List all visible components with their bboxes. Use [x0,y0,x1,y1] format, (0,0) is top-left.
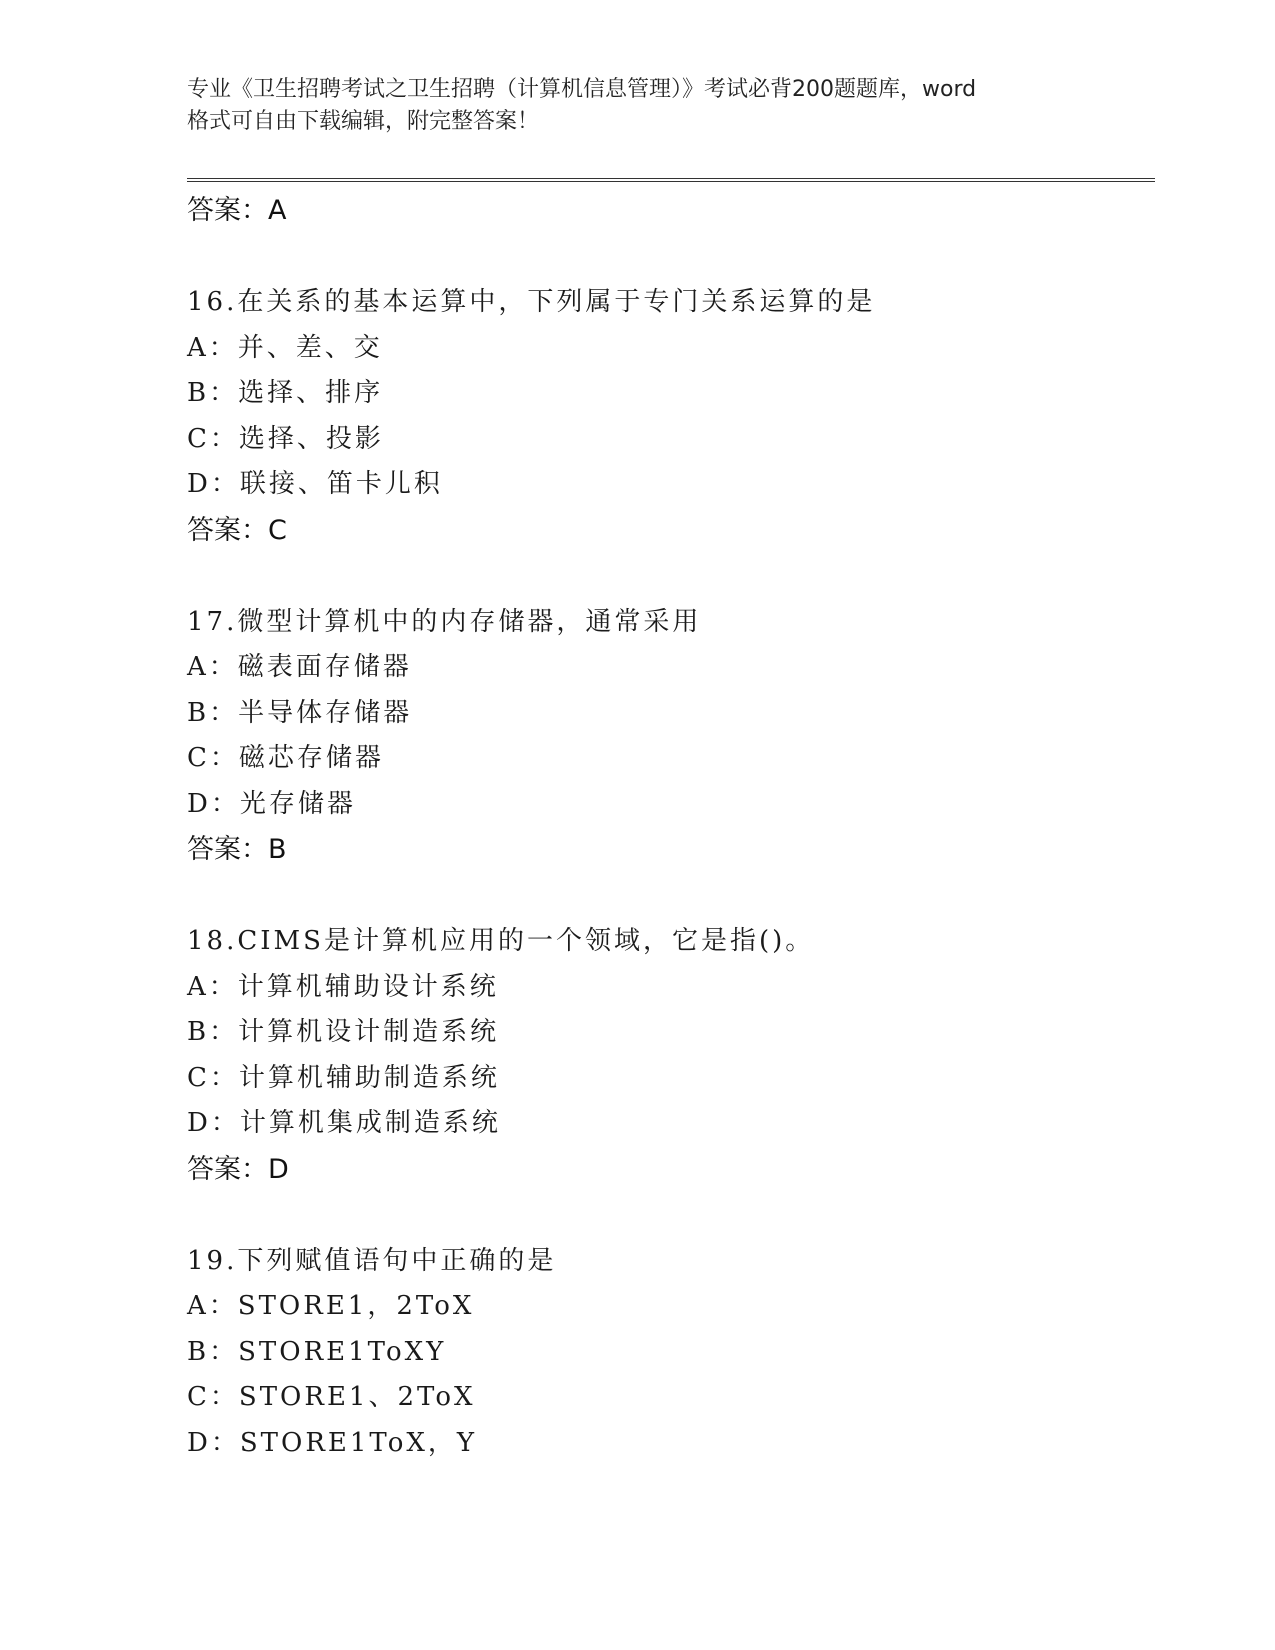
option-c: C：STORE1、2ToX [187,1382,476,1412]
option-d: D：联接、笛卡儿积 [187,469,443,499]
option-a: A：磁表面存储器 [187,652,412,682]
option-d: D：光存储器 [187,788,356,819]
question-18 [187,919,1147,1193]
document-header [187,74,1107,138]
answer: 答案：B [187,834,287,865]
answer: 答案：D [187,1153,289,1185]
question-stem: 18.CIMS是计算机应用的一个领域，它是指()。 [187,926,815,956]
question-16 [187,280,1147,554]
option-c: C：磁芯存储器 [187,743,384,773]
previous-answer: 答案：A [187,195,287,226]
question-stem: 19.下列赋值语句中正确的是 [187,1245,557,1276]
option-b: B：半导体存储器 [187,697,413,728]
header-title-line-1: 专业《卫生招聘考试之卫生招聘（计算机信息管理）》考试必背200题题库，word [187,77,977,102]
question-17 [187,600,1147,874]
spacer [187,873,1147,919]
header-divider [187,178,1155,182]
option-a: A：计算机辅助设计系统 [187,971,499,1002]
question-stem: 17.微型计算机中的内存储器，通常采用 [187,606,702,637]
option-b: B：STORE1ToXY [187,1336,447,1367]
option-b: B：计算机设计制造系统 [187,1017,500,1047]
option-c: C：计算机辅助制造系统 [187,1062,500,1093]
option-c: C：选择、投影 [187,423,384,454]
question-19 [187,1239,1147,1467]
question-list [187,188,1147,1466]
option-b: B：选择、排序 [187,378,384,408]
option-a: A：STORE1，2ToX [187,1291,475,1321]
header-title-line-2: 格式可自由下载编辑，附完整答案！ [187,109,540,134]
option-d: D：计算机集成制造系统 [187,1108,501,1138]
option-d: D：STORE1ToX，Y [187,1427,478,1458]
question-stem: 16.在关系的基本运算中，下列属于专门关系运算的是 [187,287,876,317]
spacer [187,554,1147,600]
option-a: A：并、差、交 [187,332,383,363]
answer: 答案：C [187,514,287,546]
spacer [187,1193,1147,1239]
spacer [187,234,1147,280]
